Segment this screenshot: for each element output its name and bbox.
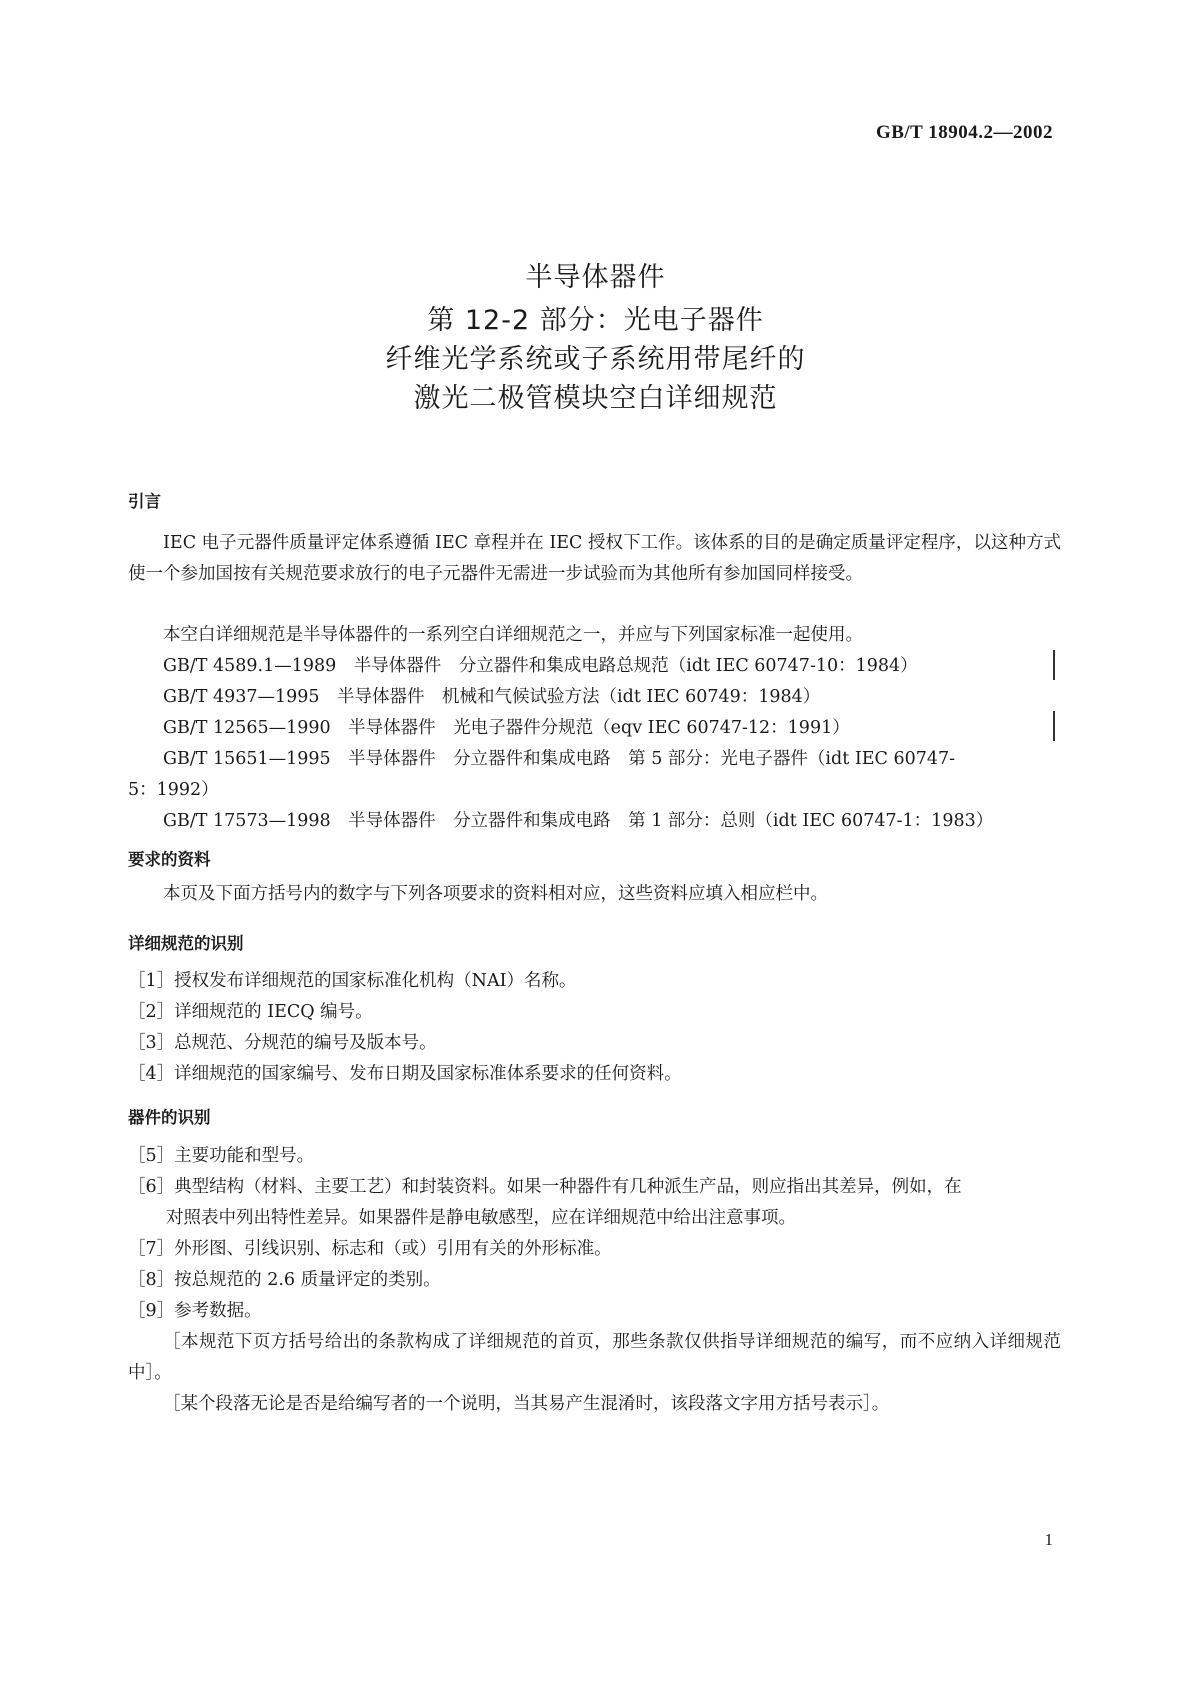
intro-usage-paragraph: 本空白详细规范是半导体器件的一系列空白详细规范之一，并应与下列国家标准一起使用。 [163, 625, 863, 645]
title-line-3: 纤维光学系统或子系统用带尾纤的 [385, 344, 806, 375]
list-item: ［3］总规范、分规范的编号及版本号。 [128, 1033, 437, 1053]
reference-item-continuation: 5：1992） [128, 780, 219, 800]
reference-item: GB/T 4589.1—1989 半导体器件 分立器件和集成电路总规范（idt IEC 60747-10：1984） [163, 656, 918, 676]
intro-heading: 引言 [128, 492, 161, 511]
standard-code: GB/T 18904.2—2002 [875, 122, 1053, 143]
change-bar [1053, 650, 1055, 680]
required-info-heading: 要求的资料 [128, 850, 211, 869]
list-item: ［8］按总规范的 2.6 质量评定的类别。 [128, 1270, 441, 1290]
bracket-note-paragraph: ［本规范下页方括号给出的条款构成了详细规范的首页，那些条款仅供指导详细规范的编写，而不应纳入详细规范中］。 [128, 1332, 1061, 1383]
reference-item: GB/T 15651—1995 半导体器件 分立器件和集成电路 第 5 部分：光电子器件（idt IEC 60747- [163, 749, 956, 769]
title-line-2: 第 12-2 部分：光电子器件 [427, 305, 764, 336]
list-item: ［1］授权发布详细规范的国家标准化机构（NAI）名称。 [128, 971, 577, 991]
device-identification-heading: 器件的识别 [128, 1108, 211, 1127]
list-item: ［7］外形图、引线识别、标志和（或）引用有关的外形标准。 [128, 1239, 612, 1259]
title-line-4: 激光二极管模块空白详细规范 [413, 383, 778, 414]
reference-item: GB/T 17573—1998 半导体器件 分立器件和集成电路 第 1 部分：总则（idt IEC 60747-1：1983） [163, 811, 994, 831]
list-item: ［5］主要功能和型号。 [128, 1146, 315, 1166]
change-bar [1053, 711, 1055, 741]
title-line-1: 半导体器件 [525, 262, 666, 293]
reference-item: GB/T 12565—1990 半导体器件 光电子器件分规范（eqv IEC 60747-12：1991） [163, 718, 850, 738]
intro-paragraph: IEC 电子元器件质量评定体系遵循 IEC 章程并在 IEC 授权下工作。该体系的目的是确定质量评定程序，以这种方式使一个参加国按有关规范要求放行的电子元器件无需进一步试验而为其他所有参加国同样接受。 [128, 533, 1061, 584]
reference-item: GB/T 4937—1995 半导体器件 机械和气候试验方法（idt IEC 60749：1984） [163, 687, 821, 707]
spec-identification-heading: 详细规范的识别 [128, 934, 244, 953]
list-item: ［4］详细规范的国家编号、发布日期及国家标准体系要求的任何资料。 [128, 1064, 682, 1084]
required-info-paragraph: 本页及下面方括号内的数字与下列各项要求的资料相对应，这些资料应填入相应栏中。 [163, 884, 828, 904]
bracket-note-paragraph: ［某个段落无论是否是给编写者的一个说明，当其易产生混淆时，该段落文字用方括号表示］。 [163, 1394, 890, 1414]
list-item-continuation: 对照表中列出特性差异。如果器件是静电敏感型，应在详细规范中给出注意事项。 [166, 1208, 796, 1228]
page-number: 1 [1044, 1530, 1053, 1549]
list-item: ［9］参考数据。 [128, 1301, 262, 1321]
list-item: ［2］详细规范的 IECQ 编号。 [128, 1002, 373, 1022]
list-item: ［6］典型结构（材料、主要工艺）和封装资料。如果一种器件有几种派生产品，则应指出其差异，例如，在 [128, 1177, 962, 1197]
